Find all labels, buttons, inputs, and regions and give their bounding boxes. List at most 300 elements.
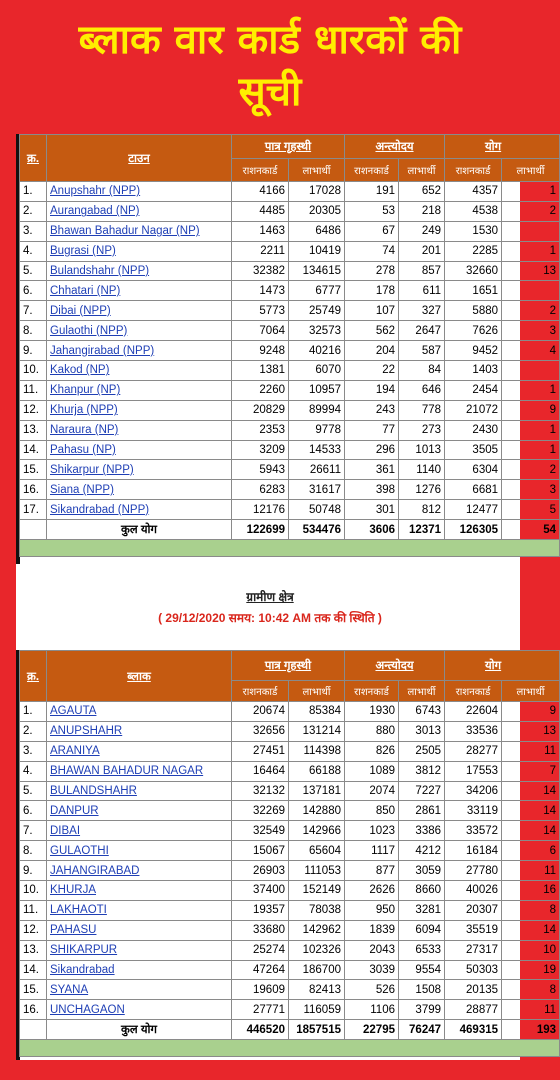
table-row [20,940,560,960]
value-cell: 14 [502,781,560,801]
value-cell: 194 [345,380,399,400]
value-cell [502,281,560,301]
table-row [20,881,560,901]
value-cell: 3386 [399,821,445,841]
block-name-link[interactable]: Sikandrabad [47,960,232,980]
value-cell: 562 [345,321,399,341]
table-row [20,301,560,321]
table-row [20,1000,560,1020]
value-cell: 26611 [289,460,345,480]
value-cell: 1 [502,182,560,202]
value-cell: 116059 [289,1000,345,1020]
value-cell: 5773 [232,301,289,321]
value-cell: 5880 [445,301,502,321]
town-name-link[interactable]: Anupshahr (NPP) [47,182,232,202]
value-cell: 16 [502,881,560,901]
table-row [20,781,560,801]
value-cell: 20829 [232,400,289,420]
block-name-link[interactable]: SYANA [47,980,232,1000]
value-cell: 7626 [445,321,502,341]
block-name-link[interactable]: BHAWAN BAHADUR NAGAR [47,761,232,781]
total-value: 469315 [445,1020,502,1040]
value-cell: 10419 [289,241,345,261]
value-cell: 1 [502,380,560,400]
row-serial: 9. [20,341,47,361]
value-cell: 880 [345,721,399,741]
block-name-link[interactable]: DIBAI [47,821,232,841]
header-total: योग [485,140,502,153]
footer-band [20,1040,560,1057]
value-cell: 1276 [399,480,445,500]
value-cell [502,361,560,381]
value-cell: 3 [502,321,560,341]
value-cell: 652 [399,182,445,202]
value-cell: 33119 [445,801,502,821]
row-serial: 10. [20,881,47,901]
value-cell: 33572 [445,821,502,841]
block-name-link[interactable]: JAHANGIRABAD [47,861,232,881]
row-serial: 16. [20,1000,47,1020]
value-cell: 11 [502,1000,560,1020]
table-row [20,821,560,841]
value-cell: 9 [502,702,560,722]
value-cell: 78038 [289,900,345,920]
value-cell: 152149 [289,881,345,901]
value-cell: 2647 [399,321,445,341]
table-row [20,960,560,980]
value-cell: 6486 [289,221,345,241]
row-serial: 4. [20,761,47,781]
subheader-ration: राशनकार्ड [232,681,289,702]
table-row [20,980,560,1000]
value-cell: 67 [345,221,399,241]
row-serial: 17. [20,500,47,520]
value-cell: 2211 [232,241,289,261]
table-row [20,321,560,341]
table-row [20,741,560,761]
value-cell: 47264 [232,960,289,980]
table-row [20,500,560,520]
value-cell: 296 [345,440,399,460]
page-title [0,14,540,118]
town-name-link[interactable]: Gulaothi (NPP) [47,321,232,341]
value-cell: 2285 [445,241,502,261]
row-serial: 15. [20,460,47,480]
header-sno: क्र. [26,152,40,165]
table-row [20,361,560,381]
value-cell: 89994 [289,400,345,420]
total-value: 76247 [399,1020,445,1040]
value-cell: 6094 [399,920,445,940]
value-cell: 6 [502,841,560,861]
footer-band [20,540,560,557]
value-cell: 4166 [232,182,289,202]
value-cell: 84 [399,361,445,381]
block-name-link[interactable]: UNCHAGAON [47,1000,232,1020]
value-cell: 40216 [289,341,345,361]
town-name-link[interactable]: Siana (NPP) [47,480,232,500]
header-antyodaya: अन्त्योदय [375,660,414,673]
value-cell: 1117 [345,841,399,861]
row-serial: 15. [20,980,47,1000]
value-cell: 1 [502,420,560,440]
row-serial: 12. [20,400,47,420]
value-cell: 2 [502,301,560,321]
table-header-row [20,651,560,681]
table-row [20,241,560,261]
value-cell: 9554 [399,960,445,980]
block-name-link[interactable]: DANPUR [47,801,232,821]
value-cell: 850 [345,801,399,821]
table-row [20,400,560,420]
value-cell: 1930 [345,702,399,722]
value-cell: 301 [345,500,399,520]
value-cell: 1 [502,241,560,261]
table-row [20,841,560,861]
block-name-link[interactable]: AGAUTA [47,702,232,722]
total-value: 1857515 [289,1020,345,1040]
subheader-ration: राशनकार्ड [445,681,502,702]
value-cell: 19357 [232,900,289,920]
value-cell: 111053 [289,861,345,881]
value-cell: 77 [345,420,399,440]
total-empty-cell [20,1020,47,1040]
value-cell: 20307 [445,900,502,920]
value-cell: 2074 [345,781,399,801]
row-serial: 6. [20,281,47,301]
town-name-link[interactable]: Chhatari (NP) [47,281,232,301]
value-cell: 6533 [399,940,445,960]
table-row [20,761,560,781]
value-cell: 142880 [289,801,345,821]
table-row [20,460,560,480]
header-total: योग [485,660,502,673]
subheader-ration: राशनकार्ड [345,158,399,182]
value-cell: 7 [502,761,560,781]
status-date-line: ( 29/12/2020 समय: 10:42 AM तक की स्थिति ) [158,611,382,625]
value-cell: 2454 [445,380,502,400]
value-cell: 6681 [445,480,502,500]
value-cell: 3505 [445,440,502,460]
value-cell: 32382 [232,261,289,281]
row-serial: 8. [20,321,47,341]
row-serial: 11. [20,900,47,920]
value-cell: 19 [502,960,560,980]
value-cell: 2626 [345,881,399,901]
table-row [20,861,560,881]
value-cell: 2430 [445,420,502,440]
row-serial: 8. [20,841,47,861]
total-label: कुल योग [47,520,232,540]
subheader-ration: राशनकार्ड [232,158,289,182]
value-cell: 1463 [232,221,289,241]
value-cell: 25274 [232,940,289,960]
value-cell: 178 [345,281,399,301]
value-cell: 278 [345,261,399,281]
value-cell: 191 [345,182,399,202]
row-serial: 13. [20,940,47,960]
value-cell: 778 [399,400,445,420]
row-serial: 5. [20,781,47,801]
town-name-link[interactable]: Shikarpur (NPP) [47,460,232,480]
value-cell: 142962 [289,920,345,940]
table-row [20,201,560,221]
value-cell: 2 [502,460,560,480]
row-serial: 11. [20,380,47,400]
value-cell: 82413 [289,980,345,1000]
total-value: 446520 [232,1020,289,1040]
row-serial: 9. [20,861,47,881]
value-cell: 1381 [232,361,289,381]
value-cell: 1140 [399,460,445,480]
value-cell: 812 [399,500,445,520]
value-cell: 273 [399,420,445,440]
town-name-link[interactable]: Dibai (NPP) [47,301,232,321]
table-row [20,801,560,821]
value-cell: 1651 [445,281,502,301]
subheader-benef: लाभार्थी [399,158,445,182]
value-cell: 12176 [232,500,289,520]
row-serial: 2. [20,201,47,221]
value-cell: 4485 [232,201,289,221]
row-serial: 10. [20,361,47,381]
header-sno: क्र. [26,670,40,683]
row-serial: 3. [20,221,47,241]
value-cell: 1530 [445,221,502,241]
urban-card-table [19,134,560,557]
value-cell: 186700 [289,960,345,980]
value-cell: 4 [502,341,560,361]
town-name-link[interactable]: Bugrasi (NP) [47,241,232,261]
total-value: 54 [502,520,560,540]
page-title-line2: सूची [238,69,302,115]
value-cell: 35519 [445,920,502,940]
value-cell: 4538 [445,201,502,221]
value-cell: 20674 [232,702,289,722]
value-cell: 5 [502,500,560,520]
total-value: 3606 [345,520,399,540]
value-cell: 877 [345,861,399,881]
total-label: कुल योग [47,1020,232,1040]
value-cell: 31617 [289,480,345,500]
table-row [20,440,560,460]
value-cell: 11 [502,741,560,761]
town-name-link[interactable]: Jahangirabad (NPP) [47,341,232,361]
value-cell: 243 [345,400,399,420]
value-cell: 249 [399,221,445,241]
header-block: ब्लाक [127,670,151,683]
row-serial: 13. [20,420,47,440]
rural-section-title: ग्रामीण क्षेत्र [246,590,294,604]
value-cell: 27451 [232,741,289,761]
value-cell: 4357 [445,182,502,202]
value-cell: 1 [502,440,560,460]
table-row [20,182,560,202]
total-value: 534476 [289,520,345,540]
value-cell: 7227 [399,781,445,801]
row-serial: 12. [20,920,47,940]
row-serial: 14. [20,960,47,980]
value-cell: 4212 [399,841,445,861]
block-name-link[interactable]: ARANIYA [47,741,232,761]
header-antyodaya: अन्त्योदय [375,140,414,153]
value-cell: 15067 [232,841,289,861]
town-name-link[interactable]: Khanpur (NP) [47,380,232,400]
value-cell: 27780 [445,861,502,881]
value-cell: 327 [399,301,445,321]
value-cell: 33680 [232,920,289,940]
row-serial: 7. [20,821,47,841]
table-header-row [20,135,560,159]
town-name-link[interactable]: Khurja (NPP) [47,400,232,420]
value-cell: 8 [502,980,560,1000]
value-cell: 3281 [399,900,445,920]
value-cell: 611 [399,281,445,301]
table-row [20,480,560,500]
value-cell: 3013 [399,721,445,741]
value-cell: 826 [345,741,399,761]
value-cell: 32549 [232,821,289,841]
total-row [20,520,560,540]
table-row [20,341,560,361]
value-cell: 32656 [232,721,289,741]
value-cell: 2043 [345,940,399,960]
value-cell: 102326 [289,940,345,960]
value-cell: 14 [502,821,560,841]
value-cell: 2353 [232,420,289,440]
town-name-link[interactable]: Naraura (NP) [47,420,232,440]
value-cell: 107 [345,301,399,321]
block-name-link[interactable]: GULAOTHI [47,841,232,861]
value-cell: 2 [502,201,560,221]
value-cell: 1023 [345,821,399,841]
value-cell: 7064 [232,321,289,341]
table-row [20,920,560,940]
value-cell: 1508 [399,980,445,1000]
value-cell: 1473 [232,281,289,301]
row-serial: 2. [20,721,47,741]
value-cell: 134615 [289,261,345,281]
value-cell: 950 [345,900,399,920]
footer-band-cell [20,1040,560,1057]
value-cell: 361 [345,460,399,480]
row-serial: 16. [20,480,47,500]
value-cell: 646 [399,380,445,400]
value-cell: 50303 [445,960,502,980]
town-name-link[interactable]: Kakod (NP) [47,361,232,381]
value-cell: 5943 [232,460,289,480]
row-serial: 3. [20,741,47,761]
row-serial: 5. [20,261,47,281]
value-cell: 2260 [232,380,289,400]
subheader-benef: लाभार्थी [289,681,345,702]
value-cell: 6070 [289,361,345,381]
town-name-link[interactable]: Aurangabad (NP) [47,201,232,221]
value-cell: 3059 [399,861,445,881]
value-cell: 1013 [399,440,445,460]
town-name-link[interactable]: Pahasu (NP) [47,440,232,460]
value-cell: 2861 [399,801,445,821]
footer-band-cell [20,540,560,557]
value-cell: 1839 [345,920,399,940]
value-cell: 6777 [289,281,345,301]
table-row [20,380,560,400]
town-name-link[interactable]: Bulandshahr (NPP) [47,261,232,281]
value-cell: 9 [502,400,560,420]
value-cell: 16184 [445,841,502,861]
header-eligible-household: पात्र गृहस्थी [264,140,312,153]
value-cell: 26903 [232,861,289,881]
value-cell: 25749 [289,301,345,321]
town-name-link[interactable]: Bhawan Bahadur Nagar (NP) [47,221,232,241]
table-row [20,221,560,241]
value-cell: 32269 [232,801,289,821]
total-value: 122699 [232,520,289,540]
value-cell: 204 [345,341,399,361]
total-empty-cell [20,520,47,540]
value-cell: 40026 [445,881,502,901]
block-name-link[interactable]: SHIKARPUR [47,940,232,960]
value-cell: 14533 [289,440,345,460]
value-cell: 14 [502,801,560,821]
value-cell: 27317 [445,940,502,960]
subheader-benef: लाभार्थी [502,681,560,702]
subheader-benef: लाभार्थी [399,681,445,702]
table-row [20,420,560,440]
value-cell: 6743 [399,702,445,722]
value-cell: 3799 [399,1000,445,1020]
value-cell: 526 [345,980,399,1000]
table-row [20,261,560,281]
value-cell: 21072 [445,400,502,420]
value-cell: 32573 [289,321,345,341]
value-cell: 16464 [232,761,289,781]
total-row [20,1020,560,1040]
value-cell: 13 [502,261,560,281]
value-cell: 17553 [445,761,502,781]
block-name-link[interactable]: KHURJA [47,881,232,901]
block-name-link[interactable]: BULANDSHAHR [47,781,232,801]
page-title-line1: ब्लाक वार कार्ड धारकों की [78,17,462,63]
rural-card-table [19,650,560,1057]
value-cell: 20135 [445,980,502,1000]
total-value: 126305 [445,520,502,540]
header-town: टाउन [128,152,150,165]
value-cell: 22 [345,361,399,381]
row-serial: 4. [20,241,47,261]
row-serial: 6. [20,801,47,821]
value-cell: 66188 [289,761,345,781]
block-name-link[interactable]: PAHASU [47,920,232,940]
table-row [20,702,560,722]
block-name-link[interactable]: ANUPSHAHR [47,721,232,741]
town-name-link[interactable]: Sikandrabad (NPP) [47,500,232,520]
value-cell: 11 [502,861,560,881]
value-cell: 37400 [232,881,289,901]
value-cell: 19609 [232,980,289,1000]
value-cell: 28877 [445,1000,502,1020]
value-cell: 8 [502,900,560,920]
value-cell: 131214 [289,721,345,741]
value-cell: 218 [399,201,445,221]
value-cell: 1106 [345,1000,399,1020]
block-name-link[interactable]: LAKHAOTI [47,900,232,920]
value-cell: 3812 [399,761,445,781]
value-cell: 22604 [445,702,502,722]
value-cell: 17028 [289,182,345,202]
subheader-ration: राशनकार्ड [345,681,399,702]
subheader-benef: लाभार्थी [289,158,345,182]
